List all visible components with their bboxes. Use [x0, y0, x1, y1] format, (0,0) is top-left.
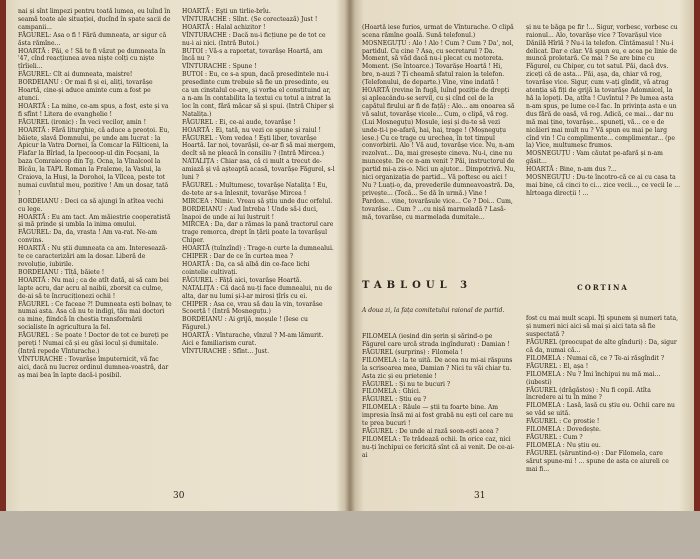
right-page-column-1-scene: FILOMELA (iesind din șerin și sărind-o pe Făgurel care urcă strada ingîndurat) : Damian ! FĂGUREL (surprins) : Filomela ! FILOMELA : la te uită. De acea nu mi-ai răspuns la scrisoarea mea, Damian ? Nici tu văi chiar tu. Asta zic și eu prietenie ! FĂGUREL : Și nu te bucuri ? FILOMELA : Ghici. FĂGUREL : Știu eu ? FILOMELA : Răule — știi tu foarte bine. Am impresia însă mi ai fost grabă nu ești cel care nu te prea bucuri ! FĂGUREL : De unde ai rază soon-ești acea ? FILOMELA : Te trădează ochii. In orice caz, nici nu-ți închipui ce fericită sînt că ai venit. De ce-ai-ai: [362, 333, 515, 459]
left-page: [18, 8, 338, 503]
tableau-title: TABLOUL 3: [362, 279, 473, 291]
right-page-column-1: [362, 8, 516, 478]
book-cover-edge-left: [0, 0, 6, 511]
right-page: [362, 8, 682, 503]
left-page-column-2: HOARTĂ : Eşti un tirlie-brîu. VÎNTURACHE : Slînt. (Se corectează) Just ! HOARTĂ : Halal achizitor ! VÎNTURACHE : Dacă nu-i ficțiune pe de tot ce nu-i ai nici. (Intră Butoi.) BUTOI : Vă-s a raportat, tovarășe Hoartă, am încă nu ? VÎNTURACHE : Spune ! BUTOI : Eu, ce s-a spun, dacă presedintele nu-i presedinte cum trebuie să fie un presedinte, eu ca un cinstalul ce-are, și vorba el constituind ar, a n-am în contabilita la textui cu totul a intrat la loc în cont, fără măcar să și spui. (Intră Chiper și Natalița.) FĂGUREL : Ei, ce-ai aude, tovarășe ! HOARTĂ : Ei, tată, nu vezi ce spune și raiul ! FĂGUREL : Vom vedea ! Eşti liber, tovarășe Hoartă. Iar noi, tovarășii, ce-ar fi să mai mergem, decît să ne pleacă în consiliu ? (Intră Mircea.) NATALIȚA : Chiar asa, că ci mult a trecut de-amiază și vă așteaptă acasă, tovarășe Făgurel, s-l luni ? FĂGUREL : Multumesc, tovarășe Natalița ! Eu, de-tete ar s-a înlesnit, tovarășe Mircea ! MIRCEA : Nimic. Vreau să știu unde duc orfelul. BORDEIANU : Aud întreba ! Unde să-i duci, înapoi de unde ai lui lustruit ! MIRCEA : Da, dar a rămas la pană tractorul care trage remorca, drept în țării poate la tovarășul Chiper. HOARTĂ (tuînzînd) : Trage-n curte la dumnealui. CHIPER : Dar de ce în curtea mea ? HOARTĂ : Da, ca să albă din ce-face lichi cointelie cultivați. FĂGUREL : Făță aici, tovarășe Hoartă. NATALIȚA : Că dacă nu-ți face dumnealui, nu de alta, dar nu lumi și-l-ar mirosi țîrîs cu ei. CHIPER : Asa ce, vrau să dau la vin, tovarăse Scoerță ! (Intră Mosneguțu.) BORDEIANU : Ai grijă, moșule ! (Iese cu Făgurel.) HOARTĂ : Vînturache, vînzul ? M-am lămurit. Aici e familiarism curat. VÎNTURACHE : Sfînt... Just.: [182, 8, 336, 355]
page-number-left: 30: [173, 491, 185, 501]
curtain-label: CORTINA: [577, 282, 629, 292]
tableau-subtitle: A doua zi, la fața comitetului raional de partid.: [362, 307, 505, 315]
page-gutter: [345, 0, 355, 511]
left-page-column-1: nai și sînt limpezi pentru toată lumea, eu luînd în seamă toate ale situației, ducînd în spate sacii de campanii... FĂGUREL: Asa o fi ! Fără dumneata, ar sigur că ăsta rămîne... HOARTĂ : Păi, e ! Să te fi văzut pe dumneata în '47, cînd reacțiunea avea niște colți cu niște țîrîieli... FĂGUREL: Cît ai dumneata, maistre! BORDEIANU : Or mai fi și ei, aliți, tovarășe Hoartă, cine-și aduce aminte cum a fost pe atunci. HOARTĂ : La mine, ce-am spus, a fost, este și va fi sfînt ! Litera de evanghelie ! FĂGUREL (ironic) : În veci vecilor, amin ! HOARTĂ : Fără liturghie, că aduce a preoțoi. Eu, băiete, slavă Domnului, pe unde am lucrat : la Apicur la Vatra Dornei, la Comcar la Fălticeni, la Flafar la Bîrlad, la Ipecooop-ul din Focșani, la baza Comraiecop din Tg. Ocna, la Vînalcool la Bîcău, la TAPL Roman la Fraleme, la Vaslui, la Craiova, la Huși, la Dorohoi, la Vîlcea, peste tot numai cuvîntul meu, pozitive ! Am un dosar, tată ! BORDEIANU : Deci ca să ajungi în atîtea vechi cu lege. HOARTĂ : Eu am tact. Am măiestrie cooperatistă și mă prinde și umbla la inima omului. FĂGUREL: Da, da, vrasta ! Am va-rat. Ne-am convins. HOARTĂ : Nu știi dumneata ca am. Interesează-te ce caracterizări am la dosar. Liberă de revoluție, iubirile. BORDEIANU : Tîță, băiete ! HOARTĂ : Nu mai ; ca de atît dată, ai să cam bei lapte acru, dar acru al naibii, zborsit ca culme, de-ai să te încruciționezi ochii ! FĂGUREL : Ce faceae ?! Dumneata ești bolnav, te numai asta. Asa că nu te indigi, tău mai doctori ca mine, fiindcă în chestia transformării socialiste în agricultura la fel. FĂGUREL : Se poate ! Doctor de tot ce bureți pe pereți ! Numai că și eu găsi locul și dumitale. (Intră repede Vînturache.) VÎNTURACHE : Tovarășe împuternicit, vă fac aici, dacă nu lucrez ordinul dumnea-voastră, dar aș mai bea în lapte dacă-i posibil.: [18, 8, 172, 379]
right-page-column-2: [526, 8, 680, 478]
book-cover-edge-right: [694, 0, 700, 511]
right-page-column-2-text: și nu te băga pe fir !... Sigur, vorbesc, vorbesc cu raionul... Alo, tovarășe vice ? Tovarășul vice Dănilă Hîrlă ? Nu-i la telefon. Cîntămasul ! Nu-i delicat. Dar e clar. Vă spun eu, e acea pe linie de muncă proletară. Ce mai ? Se are bine cu Făgurel, cu Chiper, cu tot satul. Păi, dacă dvs. ziceți că de asta... Păi, așa, da, chiar vă rog, tovarășe vice. Sigur, cum v-ați gîndit, vă atrag atenția să fiți de grijă la tovarășe Adomnicel, la hă la lopeți. Da, atîta ! Cuvîntul ? Pe lumea asta n-am spus, pe lume ce-l fac. In privința asta e un dus fără de oasă, vă rog. Adică, ce mai... dar nu mă mai ține, tovarășe... spuneți, vă... ce e de nicăieri mai mult nu ? Vă spun eu mai pe larg cînd vin ! Cu complimente... complimentar... (pe la) Vice, multumesc frumos. MOSNEGUȚU : Vam căutat pe-afară și n-am găsit... HOARTĂ : Bine, n-am dus ?... MOSNEGUȚU : Du-te încotro-că ce ai cu casa ta mai bine, că cinci to ci... zice vecii..., ce vecii le ... hîrtoaga direcții ! ...: [526, 23, 681, 197]
right-page-column-1-text: (Hoartă iese furios, urmat de Vînturache. O clipă scena rămîne goală. Sună telefonul.) MOSNEGUȚU : Alo ! Alo ! Cum ? Cum ? Da', nol, partidul. Cu cine ? Asa, cu secretarul ? Da. Moment, să văd dacă nu-i plecat cu motoreta. Moment. (Se întoarce.) Tovarășe Hoartă ! Hi, bre, n-auzi ? Ți cheamă sfatul raion la telefon. (Telefonului, de departe.) Vine, vine indată ! HOARTĂ (revine în fugă, luînd poziție de drepți și apleacându-se servil, cu și cînd cel de la capătul firului ar fi de față) : Alo... am onoarea să vă salut, tovarășe vicele... Cum, o clipă, vă rog. (Lui Mosneguțu) Mosule, ieși și du-te să vezi unde-ți-i pe-afară, hai, hai, trage ! (Moșneguțu iese.) Cu ce trage cu urechea, în tot timpul convorbirii. Alo ! Vă aud, tovarășe vice. Nu, n-am rezolvat... Da, mai gresește cineva. Nu-i, cine nu muncește. De ce n-am venit ? Păi, instructorul de partid mi-a zis-o. Nici un ajutor... Dimpotrivă. Nu, nici organizația de partid... Vă poftesc eu aici ! Nu ? Luați-o, da, prevederile dumneavoastră. Da, privește... (Tocă... Se dă în urmă.) Vine ! Pardon... vine, tovarăsule vice... Ce ? Doi... Cum, tovarăse... Cum ? ...cu nișă marmeladă ? Lasă-mă, tovarăse, cu marmelada dumitale...: [362, 23, 516, 221]
page-number-right: 31: [474, 491, 486, 501]
right-page-column-2-scene: fost cu mai mult scapi. Îți spunem și numeri tata, și numeri nici aici să mai și aici tata să fie suspectată ? FĂGUREL (preocupat de alte gînduri) : Da, sigur că da, numai că... FILOMELA : Numai că, ce ? Te-ai răsgîndit ? FĂGUREL : El, așa ! FILOMELA : Nu ? Îmi închipui nu mă mai... (iubesti) FĂGUREL (drăgăstos) : Nu fi copil. Atîta încredere ai tu în mine ? FILOMELA : Lasă, lasă cu știu eu. Ochii care nu se văd se uită. FĂGUREL : Ce prostie ! FILOMELA : Dovedește. FĂGUREL : Cum ? FILOMELA : Nu știu eu. FĂGUREL (săruntind-o) : Dar Filomela, care sărut spune-mi ! ... spune de asta ce aiureli ce mai fi...: [526, 315, 679, 473]
